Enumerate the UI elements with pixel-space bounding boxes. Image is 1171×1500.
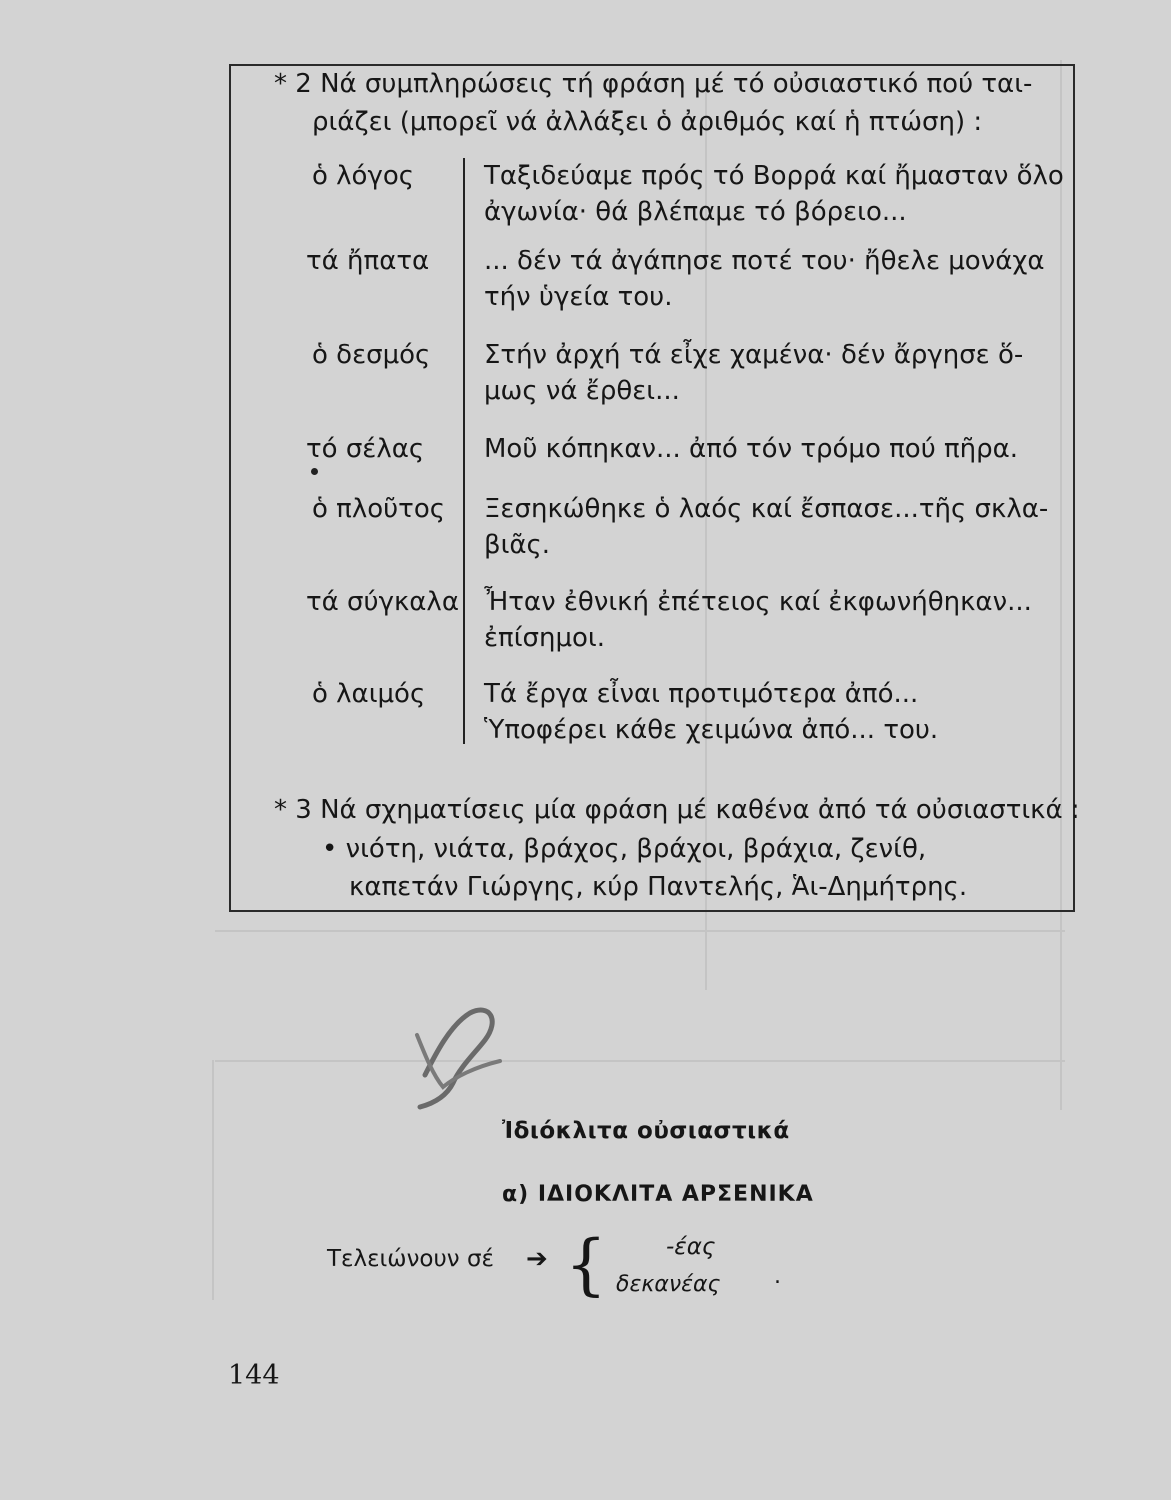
- page-number: 144: [228, 1360, 280, 1391]
- ending-example: δεκανέας: [616, 1272, 721, 1297]
- noun-word: τά ἤπατα: [306, 246, 430, 276]
- section-heading: Ἰδιόκλιτα οὐσιαστικά: [502, 1118, 790, 1144]
- noun-word: ὁ λόγος: [312, 161, 415, 191]
- sentence-line: μως νά ἔρθει...: [484, 376, 680, 406]
- sentence-line: Στήν ἀρχή τά εἶχε χαμένα· δέν ἄργησε ὅ-: [484, 340, 1024, 370]
- sentence-line: Ταξιδεύαμε πρός τό Βορρά καί ἤμασταν ὅλο: [484, 161, 1064, 191]
- sentence-line: βιᾶς.: [484, 530, 551, 560]
- sentence: [484, 491, 1048, 563]
- sentence-line: Ὑποφέρει κάθε χειμώνα ἀπό... του.: [484, 715, 939, 745]
- bleed-through-line: [215, 930, 1065, 932]
- sentence: [484, 243, 1045, 315]
- sentence-line: Ξεσηκώθηκε ὁ λαός καί ἔσπασε...τῆς σκλα-: [484, 494, 1049, 524]
- column-divider: [463, 158, 465, 744]
- brace-icon: {: [565, 1226, 607, 1303]
- sentence: [484, 676, 938, 748]
- bleed-through-line: [215, 1060, 1065, 1062]
- noun-word: ὁ λαιμός: [312, 679, 426, 709]
- handwritten-mark: [395, 995, 515, 1115]
- ending-dot: .: [774, 1264, 781, 1289]
- sentence: [484, 158, 1064, 230]
- sentence: [484, 337, 1023, 409]
- task3-word-list-line1: • νιότη, νιάτα, βράχος, βράχοι, βράχια, ζενίθ,: [322, 834, 927, 864]
- sentence-line: Τά ἔργα εἶναι προτιμότερα ἀπό...: [484, 679, 919, 709]
- bullet-mark: [311, 468, 318, 475]
- task3-word-list-line2: καπετάν Γιώργης, κύρ Παντελής, Ἁι-Δημήτρης.: [349, 872, 968, 902]
- bleed-through-line: [212, 1060, 214, 1300]
- sentence-line: τήν ὑγεία του.: [484, 282, 673, 312]
- arrow-icon: ➔: [526, 1244, 548, 1274]
- sentence-line: ἀγωνία· θά βλέπαμε τό βόρειο...: [484, 197, 907, 227]
- ending-suffix: -έας: [666, 1234, 716, 1260]
- ending-label: Τελειώνουν σέ: [327, 1246, 494, 1272]
- sentence-line: Μοῦ κόπηκαν... ἀπό τόν τρόμο πού πῆρα.: [484, 434, 1019, 464]
- sentence-line: ἐπίσημοι.: [484, 623, 605, 653]
- sentence-line: ... δέν τά ἀγάπησε ποτέ του· ἤθελε μονάχα: [484, 246, 1045, 276]
- noun-word: τό σέλας: [306, 434, 425, 464]
- noun-word: τά σύγκαλα: [306, 587, 459, 617]
- sentence-line: Ἦταν ἐθνική ἐπέτειος καί ἐκφωνήθηκαν...: [484, 587, 1032, 617]
- sentence: [484, 584, 1032, 656]
- task2-instruction-line1: * 2 Νά συμπληρώσεις τή φράση μέ τό οὐσιαστικό πού ται-: [274, 69, 1033, 99]
- task2-instruction-line2: ριάζει (μπορεῖ νά ἀλλάξει ὁ ἀριθμός καί ἡ πτώση) :: [312, 107, 983, 137]
- sentence: [484, 431, 1018, 467]
- subsection-heading: α) ΙΔΙΟΚΛΙΤΑ ΑΡΣΕΝΙΚΑ: [502, 1182, 814, 1207]
- noun-word: ὁ δεσμός: [312, 340, 431, 370]
- noun-word: ὁ πλοῦτος: [312, 494, 445, 524]
- task3-instruction: * 3 Νά σχηματίσεις μία φράση μέ καθένα ἀπό τά οὐσιαστικά :: [274, 795, 1080, 825]
